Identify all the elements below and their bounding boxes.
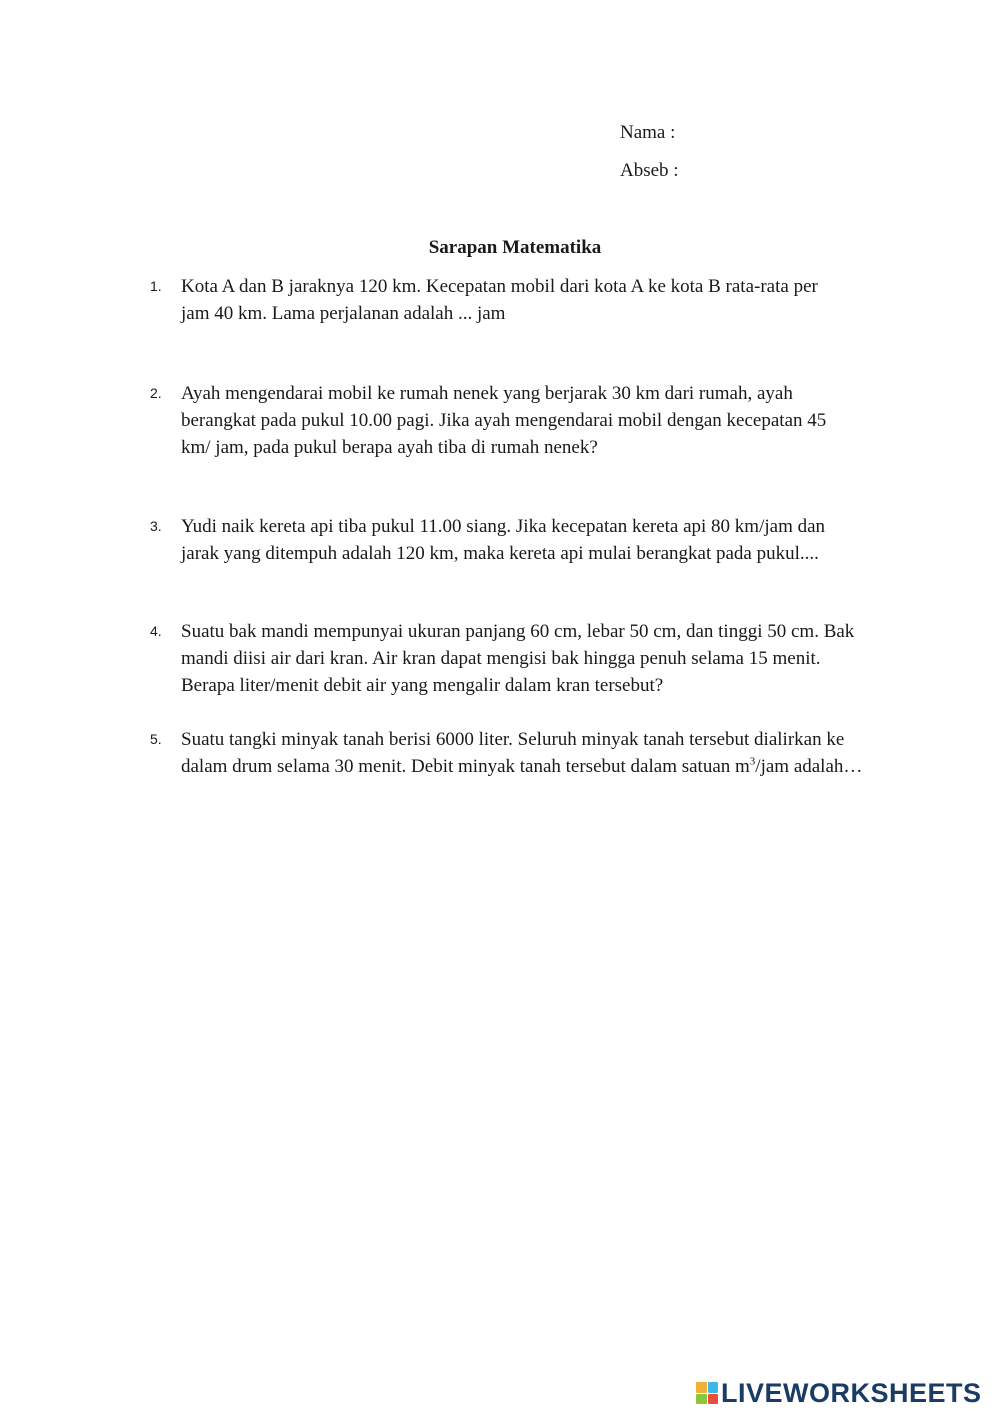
logo-square (696, 1394, 707, 1405)
question-number: 2. (150, 385, 162, 401)
question-5 (150, 726, 910, 780)
question-1 (150, 273, 910, 327)
watermark-text: LIVEWORKSHEETS (721, 1378, 982, 1408)
question-4 (150, 618, 910, 699)
question-3 (150, 513, 910, 567)
name-field-label: Nama : (620, 122, 676, 143)
question-text: Suatu bak mandi mempunyai ukuran panjang 60 cm, lebar 50 cm, dan tinggi 50 cm. Bak mandi diisi air dari kran. Air kran dapat mengisi bak hingga penuh selama 15 menit. Berapa liter/menit debit air yang mengalir dalam kran tersebut? (181, 621, 855, 696)
attendance-field-label: Abseb : (620, 160, 679, 181)
question-text: Ayah mengendarai mobil ke rumah nenek yang berjarak 30 km dari rumah, ayah berangkat pada pukul 10.00 pagi. Jika ayah mengendarai mobil dengan kecepatan 45 km/ jam, pada pukul berapa ayah tiba di rumah nenek? (181, 383, 827, 458)
unit-exponent: 3 (749, 755, 756, 768)
question-text: Kota A dan B jaraknya 120 km. Kecepatan mobil dari kota A ke kota B rata-rata per jam 40 km. Lama perjalanan adalah ... jam (181, 276, 818, 324)
question-text-end: /jam adalah… (755, 756, 863, 777)
question-number: 3. (150, 518, 162, 534)
question-text-main: Suatu tangki minyak tanah berisi 6000 liter. Seluruh minyak tanah tersebut dialirkan ke dalam drum selama 30 menit. Debit minyak tanah tersebut dalam satuan m (181, 729, 845, 777)
question-2 (150, 380, 910, 461)
liveworksheets-logo-icon (696, 1382, 718, 1404)
question-number: 5. (150, 731, 162, 747)
logo-square (708, 1382, 719, 1393)
question-text (181, 726, 910, 780)
question-text: Yudi naik kereta api tiba pukul 11.00 siang. Jika kecepatan kereta api 80 km/jam dan jarak yang ditempuh adalah 120 km, maka kereta api mulai berangkat pada pukul.... (181, 516, 826, 564)
question-number: 1. (150, 278, 162, 294)
logo-square (708, 1394, 719, 1405)
liveworksheets-watermark (696, 1377, 982, 1409)
worksheet-title: Sarapan Matematika (428, 237, 602, 258)
question-number: 4. (150, 623, 162, 639)
logo-square (696, 1382, 707, 1393)
